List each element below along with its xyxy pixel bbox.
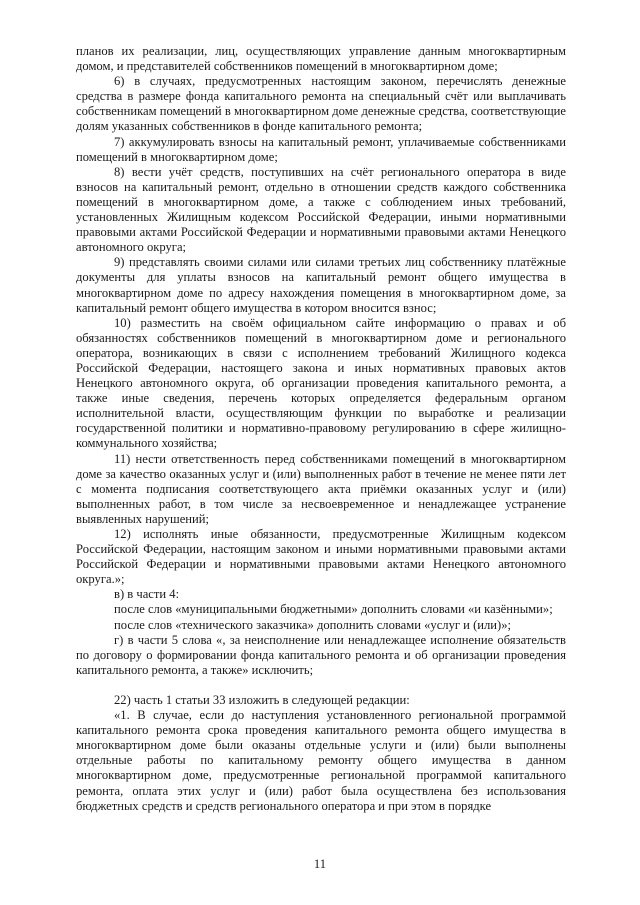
paragraph-part-4: в) в части 4: [114,587,180,602]
document-body [76,44,566,814]
paragraph-item-8: 8) вести учёт средств, поступивших на счёт регионального оператора в виде взносов на капитальный ремонт, отдельно в отношении средств каждого собственника помещений в многоквартирном доме, а также с соблюдением иных требований, установленных Жилищным кодексом Российской Федерации, иными нормативными правовыми актами Российской Федерации и нормативными правовыми актами Ненецкого автономного округа; [76,164,566,255]
paragraph-item-9: 9) представлять своими силами или силами третьих лиц собственнику платёжные документы для уплаты взносов на капитальный ремонт общего имущества в многоквартирном доме по адресу нахождения помещения в многоквартирном доме, за капитальный ремонт общего имущества в котором вносится взнос; [76,255,566,315]
paragraph-amendment-2: после слов «технического заказчика» дополнить словами «услуг и (или)»; [114,617,512,632]
paragraph-item-7: 7) аккумулировать взносы на капитальный ремонт, уплачиваемые собственниками помещений в многоквартирном доме; [76,134,566,164]
page-number: 11 [313,857,327,871]
paragraph-item-10: 10) разместить на своём официальном сайте информацию о правах и об обязанностях собственников помещений в многоквартирном доме и регионального оператора, возникающих в связи с исполнением требований Жилищного кодекса Российской Федерации, настоящего закона и иных нормативных правовых актов Ненецкого автономного округа, об организации проведения капитального ремонта, а также иные сведения, перечень которых определяется федеральным органом исполнительной власти, осуществляющим функции по выработке и реализации государственной политики и нормативно-правовому регулированию в сфере жилищно-коммунального хозяйства; [76,315,566,451]
paragraph-item-22: 22) часть 1 статьи 33 изложить в следующей редакции: [114,692,410,707]
paragraph-article-33-text: «1. В случае, если до наступления установленного региональной программой капитального ремонта срока проведения капитального ремонта общего имущества в многоквартирном доме были оказаны отдельные услуги и (или) были выполнены отдельные работы по капитальному ремонту общего имущества в данном многоквартирном доме, предусмотренные региональной программой капитального ремонта, оплата этих услуг и (или) работ была осуществлена без использования бюджетных средств и средств регионального оператора и при этом в порядке [76,708,566,813]
paragraph-continuation: планов их реализации, лиц, осуществляющих управление данным многоквартирным домом, и представителей собственников помещений в многоквартирном доме; [76,44,566,74]
paragraph-item-12: 12) исполнять иные обязанности, предусмотренные Жилищным кодексом Российской Федерации, настоящим законом и иными нормативными правовыми актами Российской Федерации и нормативными правовыми актами Ненецкого автономного округа.»; [76,527,566,587]
paragraph-item-6: 6) в случаях, предусмотренных настоящим законом, перечислять денежные средства в размере фонда капитального ремонта на специальный счёт или выплачивать собственникам помещений в многоквартирном доме денежные средства, соответствующие долям указанных собственников в фонде капитального ремонта; [76,74,566,134]
paragraph-part-5: г) в части 5 слова «, за неисполнение или ненадлежащее исполнение обязательств по договору о формировании фонда капитального ремонта и об организации проведения капитального ремонта, а также» исключить; [76,632,566,677]
paragraph-item-11: 11) нести ответственность перед собственниками помещений в многоквартирном доме за качество оказанных услуг и (или) выполненных работ в течение не менее пяти лет с момента подписания соответствующего акта приёмки оказанных услуг и (или) выполненных работ, в том числе за несвоевременное и ненадлежащее устранение выявленных нарушений; [76,451,566,526]
paragraph-amendment-1: после слов «муниципальными бюджетными» дополнить словами «и казёнными»; [114,602,553,617]
